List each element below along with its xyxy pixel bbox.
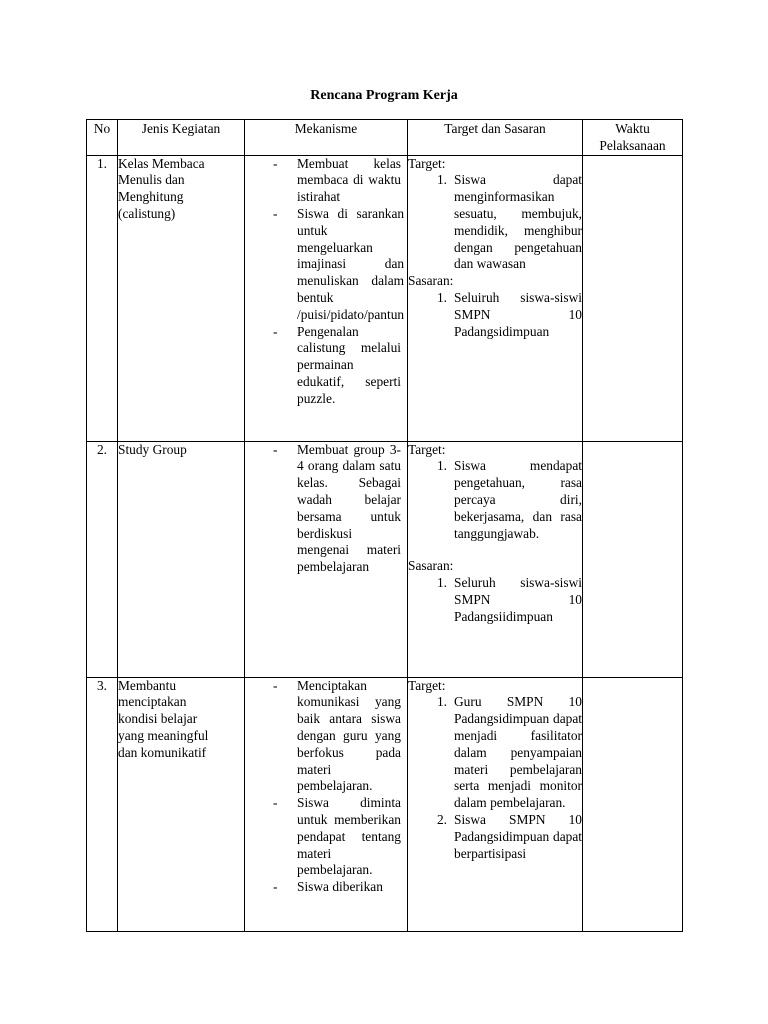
sasaran-label: Sasaran: <box>408 273 454 289</box>
table-row <box>87 677 683 931</box>
activity-line: yang meaningful <box>118 727 209 743</box>
activity-line: Membantu <box>118 677 177 693</box>
mechanism-cell <box>245 677 408 931</box>
target-item: 1. Siswa mendapat pengetahuan, rasa percaya diri, bekerjasama, dan rasa tanggungjawab. <box>436 458 582 541</box>
target-label: Target: <box>408 677 446 693</box>
header-waktu-line1: Waktu <box>615 121 650 136</box>
mechanism-item: - Membuat group 3-4 orang dalam satu kelas. Sebagai wadah belajar bersama untuk berdiskusi mengenai materi pembelajaran <box>273 441 401 575</box>
target-cell <box>408 155 583 441</box>
schedule-cell <box>583 677 683 931</box>
target-label: Target: <box>408 441 446 457</box>
mechanism-item: - Siswa di sarankan untuk mengeluarkan imajinasi dan menuliskan dalam bentuk /puisi/pidato/pantun <box>273 205 405 322</box>
mechanism-item: - Membuat kelas membaca di waktu istirahat <box>273 155 401 205</box>
schedule-cell <box>583 441 683 677</box>
header-mekanisme: Mekanisme <box>245 120 408 156</box>
activity-cell <box>118 155 245 441</box>
mechanism-item: - Siswa diberikan <box>273 879 383 895</box>
mechanism-cell <box>245 441 408 677</box>
target-item: 2. Siswa SMPN 10 Padangsidimpuan dapat berpartisipasi <box>436 811 582 861</box>
header-waktu <box>583 120 683 156</box>
row-number: 2. <box>87 441 118 677</box>
activity-cell <box>118 441 245 677</box>
header-jenis: Jenis Kegiatan <box>118 120 245 156</box>
activity-line: dan komunikatif <box>118 744 207 760</box>
activity-line: Study Group <box>118 441 187 457</box>
activity-line: (calistung) <box>118 205 176 221</box>
target-label: Target: <box>408 155 446 171</box>
activity-line: Kelas Membaca <box>118 155 205 171</box>
header-target: Target dan Sasaran <box>408 120 583 156</box>
target-cell <box>408 677 583 931</box>
header-no: No <box>87 120 118 156</box>
mechanism-item: - Menciptakan komunikasi yang baik antara siswa dengan guru yang berfokus pada materi pembelajaran. <box>273 677 401 794</box>
sasaran-label: Sasaran: <box>408 558 454 574</box>
mechanism-cell <box>245 155 408 441</box>
activity-line: kondisi belajar <box>118 711 198 727</box>
sasaran-item: 1. Seluiruh siswa-siswi SMPN 10 Padangsidimpuan <box>436 289 582 339</box>
mechanism-item: - Siswa diminta untuk memberikan pendapat tentang materi pembelajaran. <box>273 795 401 878</box>
header-row <box>87 120 683 156</box>
activity-line: menciptakan <box>118 694 187 710</box>
target-cell <box>408 441 583 677</box>
activity-cell <box>118 677 245 931</box>
row-number: 3. <box>87 677 118 931</box>
header-waktu-line2: Pelaksanaan <box>599 137 666 153</box>
table-row <box>87 155 683 441</box>
target-item: 1. Siswa dapat menginformasikan sesuatu, membujuk, mendidik, menghibur dengan pengetahuan dan wawasan <box>436 172 582 272</box>
activity-line: Menulis dan <box>118 172 185 188</box>
program-table <box>86 119 683 932</box>
target-item: 1. Guru SMPN 10 Padangsidimpuan dapat menjadi fasilitator dalam penyampaian materi pembelajaran serta menjadi monitor dalam pembelajaran. <box>436 694 582 811</box>
mechanism-item: - Pengenalan calistung melalui permainan edukatif, seperti puzzle. <box>273 323 401 406</box>
table-row <box>87 441 683 677</box>
activity-line: Menghitung <box>118 189 184 205</box>
schedule-cell <box>583 155 683 441</box>
page-title: Rencana Program Kerja <box>310 88 458 103</box>
sasaran-item: 1. Seluruh siswa-siswi SMPN 10 Padangsiidimpuan <box>436 575 582 624</box>
row-number: 1. <box>87 155 118 441</box>
